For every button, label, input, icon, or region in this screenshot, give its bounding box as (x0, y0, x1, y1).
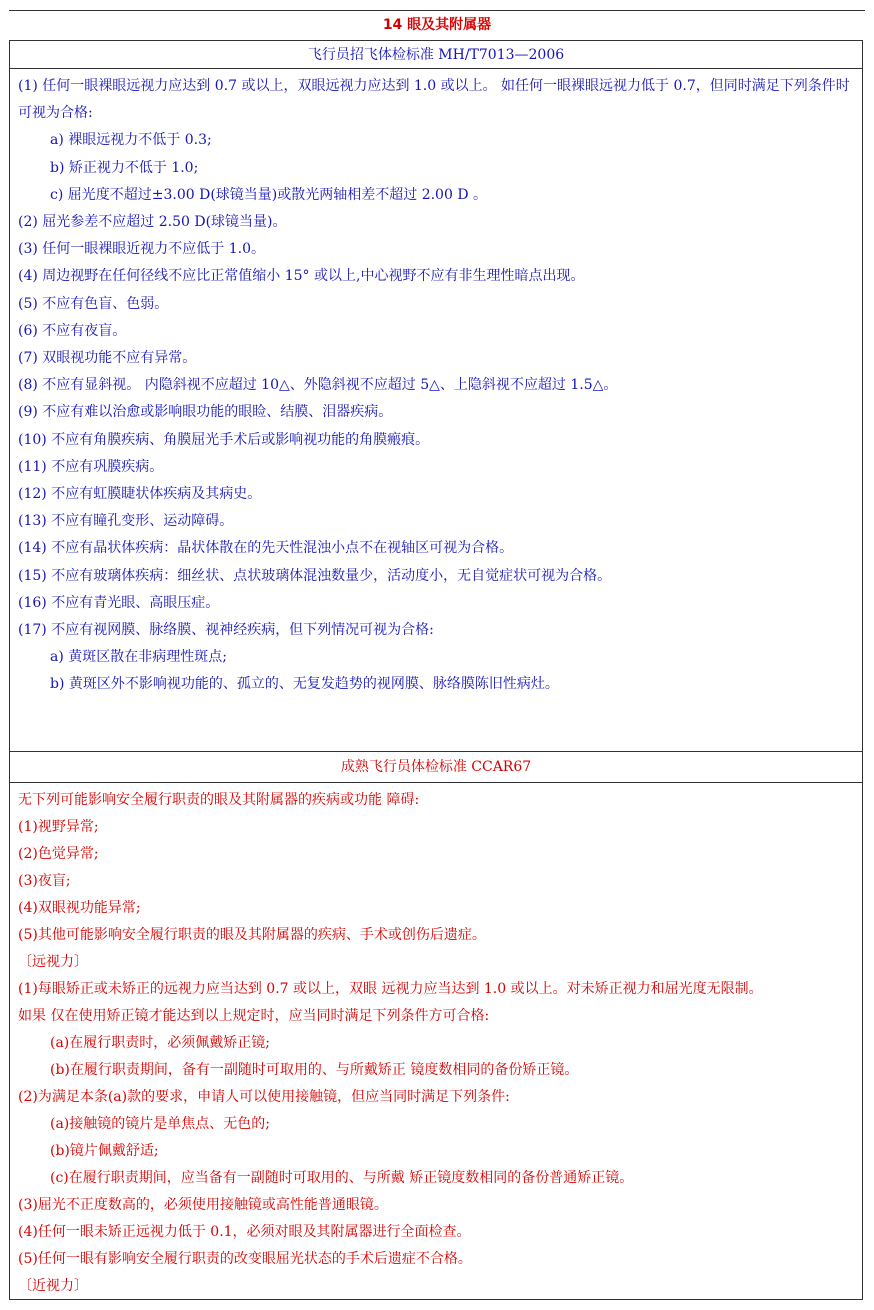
pilot-standard-header: 成熟飞行员体检标准 CCAR67 (9, 751, 863, 783)
cadet-item: (9) 不应有难以治愈或影响眼功能的眼睑、结膜、泪器疾病。 (18, 404, 393, 421)
cadet-item: (12) 不应有虹膜睫状体疾病及其病史。 (18, 486, 262, 503)
pilot-item: (3)夜盲; (18, 873, 71, 889)
pilot-item: (1)每眼矫正或未矫正的远视力应当达到 0.7 或以上，双眼 远视力应当达到 1.0 或以上。对未矫正视力和屈光度无限制。 (18, 981, 763, 997)
cadet-item: a) 裸眼远视力不低于 0.3; (50, 132, 212, 149)
cadet-item: (5) 不应有色盲、色弱。 (18, 295, 169, 312)
cadet-item: (17) 不应有视网膜、脉络膜、视神经疾病，但下列情况可视为合格: (18, 622, 434, 639)
pilot-item: (b)在履行职责期间，备有一副随时可取用的、与所戴矫正 镜度数相同的备份矫正镜。 (50, 1062, 579, 1078)
cadet-item: (1) 任何一眼裸眼远视力应达到 0.7 或以上，双眼远视力应达到 1.0 或以上。 如任何一眼裸眼远视力低于 0.7，但同时满足下列条件时可视为合格: (18, 78, 850, 122)
cadet-item: (3) 任何一眼裸眼近视力不应低于 1.0。 (18, 241, 265, 258)
cadet-item: (14) 不应有晶状体疾病：晶状体散在的先天性混浊小点不在视轴区可视为合格。 (18, 540, 514, 557)
pilot-item: (2)色觉异常; (18, 846, 99, 862)
cadet-item: a) 黄斑区散在非病理性斑点; (50, 649, 227, 666)
cadet-standard-body (9, 68, 863, 752)
cadet-item: (10) 不应有角膜疾病、角膜屈光手术后或影响视功能的角膜瘢痕。 (18, 431, 430, 448)
pilot-item: 无下列可能影响安全履行职责的眼及其附属器的疾病或功能 障碍: (18, 792, 420, 808)
pilot-item: (a)接触镜的镜片是单焦点、无色的; (50, 1116, 270, 1132)
cadet-item: (7) 双眼视功能不应有异常。 (18, 350, 197, 367)
cadet-item: (15) 不应有玻璃体疾病：细丝状、点状玻璃体混浊数量少，活动度小，无自觉症状可视为合格。 (18, 567, 612, 584)
pilot-item: 如果 仅在使用矫正镜才能达到以上规定时，应当同时满足下列条件方可合格: (18, 1008, 490, 1024)
cadet-item: (6) 不应有夜盲。 (18, 322, 127, 339)
pilot-standard-body (9, 782, 863, 1300)
pilot-item: (5)其他可能影响安全履行职责的眼及其附属器的疾病、手术或创伤后遗症。 (18, 927, 486, 943)
pilot-item: (4)任何一眼未矫正远视力低于 0.1，必须对眼及其附属器进行全面检查。 (18, 1224, 471, 1240)
cadet-item: (4) 周边视野在任何径线不应比正常值缩小 15° 或以上,中心视野不应有非生理性暗点出现。 (18, 268, 585, 285)
pilot-item: (4)双眼视功能异常; (18, 900, 141, 916)
cadet-item: (2) 屈光参差不应超过 2.50 D(球镜当量)。 (18, 214, 287, 231)
pilot-item: (1)视野异常; (18, 819, 99, 835)
cadet-item: (11) 不应有巩膜疾病。 (18, 458, 164, 475)
section-title: 14 眼及其附属器 (382, 17, 492, 33)
cadet-item: b) 黄斑区外不影响视功能的、孤立的、无复发趋势的视网膜、脉络膜陈旧性病灶。 (50, 676, 559, 693)
cadet-item: (8) 不应有显斜视。 内隐斜视不应超过 10△、外隐斜视不应超过 5△、上隐斜视不应超过 1.5△。 (18, 377, 618, 394)
cadet-item: (13) 不应有瞳孔变形、运动障碍。 (18, 513, 234, 530)
pilot-item: (5)任何一眼有影响安全履行职责的改变眼屈光状态的手术后遗症不合格。 (18, 1251, 472, 1267)
pilot-item: (c)在履行职责期间，应当备有一副随时可取用的、与所戴 矫正镜度数相同的备份普通矫正镜。 (50, 1170, 634, 1186)
top-rule (9, 10, 865, 11)
pilot-item: (2)为满足本条(a)款的要求，申请人可以使用接触镜，但应当同时满足下列条件: (18, 1089, 510, 1105)
cadet-item: c) 屈光度不超过±3.00 D(球镜当量)或散光两轴相差不超过 2.00 D 。 (50, 186, 487, 203)
cadet-item: (16) 不应有青光眼、高眼压症。 (18, 594, 220, 611)
pilot-item: 〔远视力〕 (18, 954, 88, 970)
pilot-item: (a)在履行职责时，必须佩戴矫正镜; (50, 1035, 270, 1051)
cadet-item: b) 矫正视力不低于 1.0; (50, 159, 199, 176)
pilot-item: (b)镜片佩戴舒适; (50, 1143, 159, 1159)
pilot-item: 〔近视力〕 (18, 1278, 88, 1294)
pilot-item: (3)屈光不正度数高的，必须使用接触镜或高性能普通眼镜。 (18, 1197, 388, 1213)
cadet-standard-header: 飞行员招飞体检标准 MH/T7013—2006 (9, 40, 863, 69)
